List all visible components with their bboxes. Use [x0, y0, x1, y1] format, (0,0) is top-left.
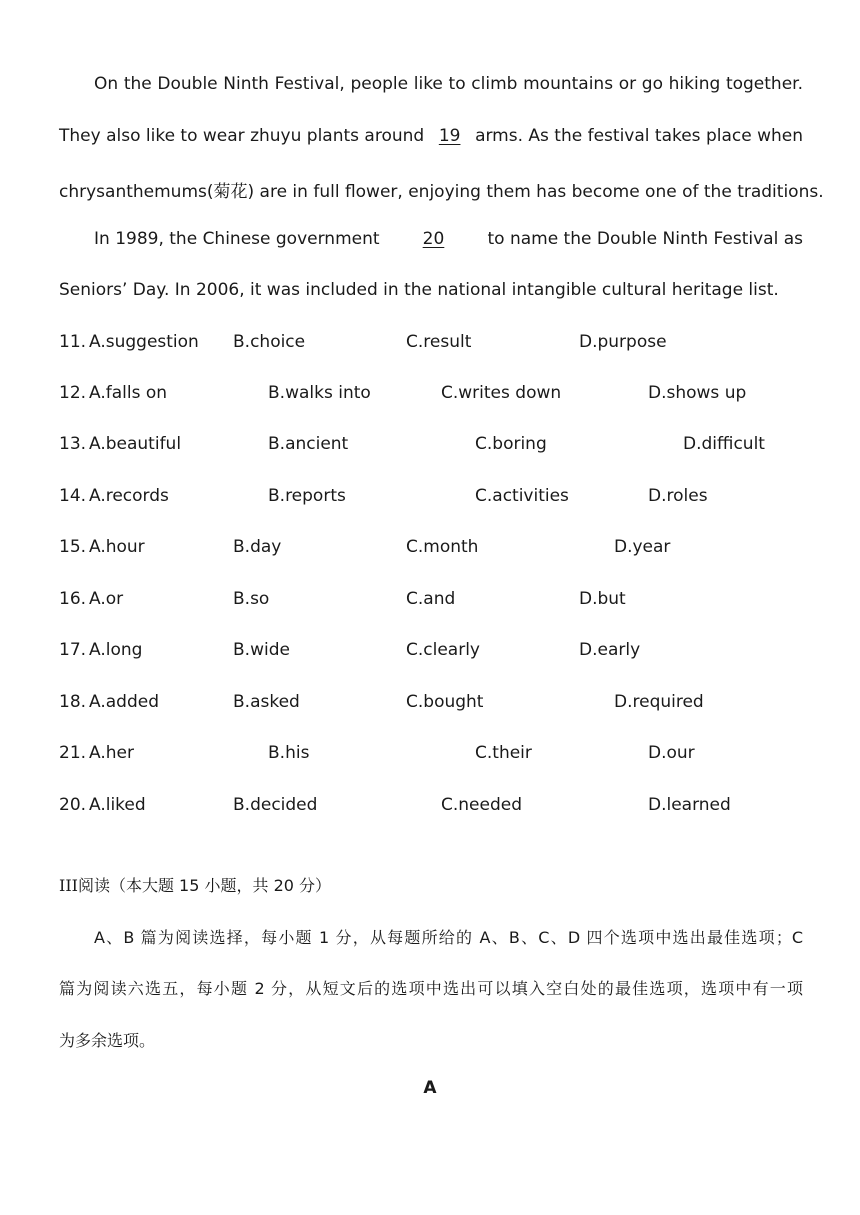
option-d: D.our: [648, 743, 695, 763]
option-a: A.liked: [89, 795, 146, 815]
passage-line-1: On the Double Ninth Festival, people like to climb mountains or go hiking together.: [94, 74, 803, 94]
option-d: D.shows up: [648, 383, 747, 403]
option-d: D.difficult: [683, 434, 765, 454]
question-number: 18.: [59, 692, 87, 712]
option-a: A.hour: [89, 537, 145, 557]
option-b: B.wide: [233, 640, 290, 660]
option-c: C.their: [475, 743, 532, 763]
option-d: D.early: [579, 640, 641, 660]
blank-20: 20: [422, 229, 445, 249]
question-number: 21.: [59, 743, 87, 763]
option-b: B.decided: [233, 795, 318, 815]
option-b: B.reports: [268, 486, 346, 506]
part-label: A: [423, 1078, 437, 1098]
option-c: C.boring: [475, 434, 547, 454]
passage-line-4: [94, 229, 803, 249]
option-d: D.year: [614, 537, 671, 557]
option-d: D.required: [614, 692, 704, 712]
instruction-line-3: 为多余选项。: [59, 1031, 156, 1050]
option-a: A.or: [89, 589, 124, 609]
option-a: A.added: [89, 692, 159, 712]
line4-post: to name the Double Ninth Festival as: [487, 229, 803, 249]
passage-line-3: chrysanthemums(菊花) are in full flower, enjoying them has become one of the traditions.: [59, 182, 824, 202]
question-number: 15.: [59, 537, 87, 557]
question-number: 16.: [59, 589, 87, 609]
option-d: D.purpose: [579, 332, 667, 352]
question-number: 17.: [59, 640, 87, 660]
option-a: A.falls on: [89, 383, 168, 403]
passage-line-5: Seniors’ Day. In 2006, it was included in the national intangible cultural heritage list.: [59, 280, 779, 300]
option-c: C.needed: [441, 795, 523, 815]
section-heading: [59, 873, 331, 896]
question-number: 13.: [59, 434, 87, 454]
line4-pre: In 1989, the Chinese government: [94, 229, 380, 249]
instruction-line-1: A、B 篇为阅读选择，每小题 1 分，从每题所给的 A、B、C、D 四个选项中选出最佳选项；C: [94, 928, 803, 947]
option-c: C.writes down: [441, 383, 562, 403]
option-b: B.so: [233, 589, 270, 609]
option-d: D.but: [579, 589, 626, 609]
option-c: C.result: [406, 332, 472, 352]
line2-pre: They also like to wear zhuyu plants around: [59, 126, 425, 146]
instruction-line-2: 篇为阅读六选五，每小题 2 分，从短文后的选项中选出可以填入空白处的最佳选项，选项中有一项: [59, 979, 803, 998]
option-a: A.beautiful: [89, 434, 182, 454]
blank-19: 19: [438, 126, 461, 146]
option-b: B.asked: [233, 692, 300, 712]
question-number: 14.: [59, 486, 87, 506]
section-heading-numeral: III: [59, 876, 78, 895]
option-c: C.month: [406, 537, 479, 557]
option-a: A.her: [89, 743, 134, 763]
question-number: 20.: [59, 795, 87, 815]
option-b: B.his: [268, 743, 310, 763]
option-a: A.records: [89, 486, 169, 506]
section-heading-text: 阅读（本大题 15 小题，共 20 分）: [77, 876, 332, 895]
option-a: A.suggestion: [89, 332, 199, 352]
option-b: B.ancient: [268, 434, 349, 454]
option-c: C.bought: [406, 692, 484, 712]
question-number: 11.: [59, 332, 87, 352]
question-number: 12.: [59, 383, 87, 403]
option-b: B.walks into: [268, 383, 371, 403]
option-b: B.choice: [233, 332, 306, 352]
option-d: D.learned: [648, 795, 731, 815]
passage-line-2: [59, 126, 803, 146]
line2-post: arms. As the festival takes place when: [475, 126, 803, 146]
option-c: C.clearly: [406, 640, 480, 660]
option-a: A.long: [89, 640, 143, 660]
option-c: C.and: [406, 589, 456, 609]
option-b: B.day: [233, 537, 282, 557]
option-d: D.roles: [648, 486, 708, 506]
option-c: C.activities: [475, 486, 569, 506]
